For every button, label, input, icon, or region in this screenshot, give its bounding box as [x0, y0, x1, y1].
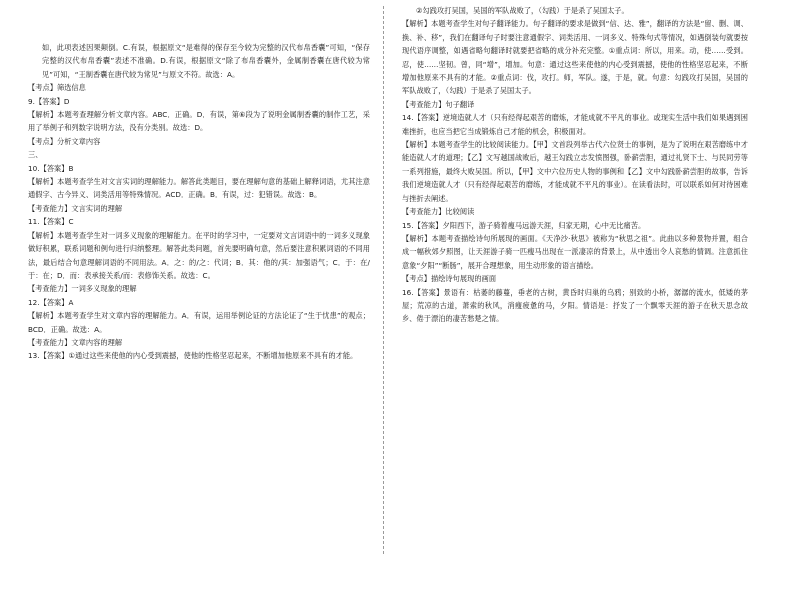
answer-paragraph: 16.【答案】景语有：枯萎的藤蔓，垂老的古树，黄昏时归巢的乌鸦；别致的小桥，潺潺的流水，低矮的茅屋；荒凉的古道，萧索的秋风，消瘦疲惫的马，夕阳。情语是：抒发了一个飘零天涯的游子在秋天思念故乡、倦于漂泊的凄苦愁楚之情。	[402, 287, 748, 324]
answer-paragraph: 如，此项表述因果颠倒。C.有误，根据原文“是难得的保存至今较为完整的汉代布帛香囊”可知，“保存完整的汉代布帛香囊”表述不准确。D.有误，根据原文“除了布帛香囊外，金属制香囊在唐代较为常见”可知，“王制香囊在唐代较为常见”与原文不符。故选：A。	[42, 43, 370, 79]
answer-paragraph: 11.【答案】C	[28, 217, 74, 227]
answer-paragraph: 【解析】本题考查学生对文章内容的理解能力。A．有误，运用举例论证的方法论证了“生于忧患”的观点；BCD．正确。故选：A。	[28, 311, 370, 334]
answer-paragraph: 【考查能力】句子翻译	[402, 99, 475, 109]
column-divider	[383, 6, 384, 554]
right-column	[402, 0, 748, 564]
answer-paragraph: 12.【答案】A	[28, 297, 74, 307]
answer-paragraph: 【解析】本题考查学生对句子翻译能力。句子翻译的要求是做到“信、达、雅”，翻译的方法是“留、删、调、换、补、移”，我们在翻译句子时要注意通假字、词类活用、一词多义、特殊句式等情况，如遇倒装句就要按现代语序调整，如遇省略句翻译时就要把省略的成分补充完整。①重点词：所以，用来。动，使……受到。忍，使……坚韧。曾，同“增”，增加。句意：通过这些来使他的内心受到震撼，使他的性格坚忍起来，不断增加他原来不具有的才能。②重点词：伐，攻打。师，军队。遂，于是，就。句意：勾践攻打吴国，吴国的军队战败了，（勾践）于是杀了吴国太子。	[402, 19, 748, 96]
answer-paragraph: 【考点】描绘诗句展现的画面	[402, 274, 497, 284]
answer-paragraph: 【解析】本题考查学生对一词多义现象的理解能力。在平时的学习中，一定要对文言词语中的一词多义现象做好积累，联系词题和例句进行归纳整理。解答此类问题，首先要明确句意，然后要注意积累词语的不同用法，最后结合句意理解词语的不同用法。A．之：的/之：代词；B．其：他的/其：加强语气；C．于：在/于：在；D．而：表承接关系/而：表修饰关系。故选：C。	[28, 230, 370, 280]
answer-paragraph: ②勾践攻打吴国，吴国的军队战败了，（勾践）于是杀了吴国太子。	[416, 6, 629, 15]
answer-paragraph: 三、	[28, 150, 43, 160]
answer-paragraph: 13.【答案】①通过这些来使他的内心受到震撼，使他的性格坚忍起来，不断增加他原来不具有的才能。	[28, 351, 358, 361]
left-column	[28, 0, 370, 601]
answer-paragraph: 【解析】本题考查理解分析文章内容。ABC．正确。D．有误，第⑥段为了说明金属制香囊的制作工艺，采用了举例子和列数字说明方法，没有分类别。故选：D。	[28, 110, 370, 133]
answer-paragraph: 14.【答案】逆境造就人才（只有经得起艰苦的磨炼，才能成就不平凡的事业。或现实生活中我们如果遇到困难挫折，也应当把它当成锻炼自己才能的机会，积极面对。	[402, 113, 748, 136]
answer-paragraph: 【考查能力】文章内容的理解	[28, 337, 123, 347]
answer-paragraph: 【考点】筛选信息	[28, 83, 86, 93]
answer-paragraph: 【解析】本题考查学生的比较阅读能力。【甲】文首段列举古代六位贤士的事例，是为了说明在艰苦磨练中才能造就人才的道理；【乙】文写越国战败后，越王勾践立志发愤图强，卧薪尝胆，通过礼贤下士、与民同劳等一系列措施，最终大败吴国。所以，【甲】文中六位历史人物的事例和【乙】文中勾践卧薪尝胆的故事，告诉我们逆境造就人才（只有经得起艰苦的磨练，才能成就不平凡的事业）。在读看法时，可以联系如何对待困难与挫折去阐述。	[402, 140, 748, 203]
answer-paragraph: 【考查能力】比较阅读	[402, 207, 475, 217]
answer-paragraph: 【考查能力】一词多义现象的理解	[28, 284, 137, 294]
answer-paragraph: 【解析】本题考查学生对文言实词的理解能力。解答此类题目，要在理解句意的基础上解释词语，尤其注意通假字、古今异义、词类活用等特殊情况。ACD．正确。B．有误，过：犯错误。故选：B。	[28, 177, 370, 200]
answer-paragraph: 15.【答案】夕阳西下，游子骑着瘦马远游天涯，归家无期，心中无比痛苦。	[402, 220, 646, 230]
answer-paragraph: 【考查能力】文言实词的理解	[28, 203, 123, 213]
answer-paragraph: 10.【答案】B	[28, 163, 74, 173]
answer-paragraph: 【解析】本题考查描绘诗句所展现的画面。《天净沙·秋思》被称为“秋思之祖”。此曲以多种景物并置，组合成一幅秋郊夕照图，让天涯游子骑一匹瘦马出现在一派凄凉的背景上，从中透出令人哀愁的情调。注意抓住意象“夕阳”“断肠”，展开合理想象，用生动形象的语言描绘。	[402, 233, 748, 270]
answer-paragraph: 9.【答案】D	[28, 96, 70, 106]
answer-paragraph: 【考点】分析文章内容	[28, 136, 101, 146]
